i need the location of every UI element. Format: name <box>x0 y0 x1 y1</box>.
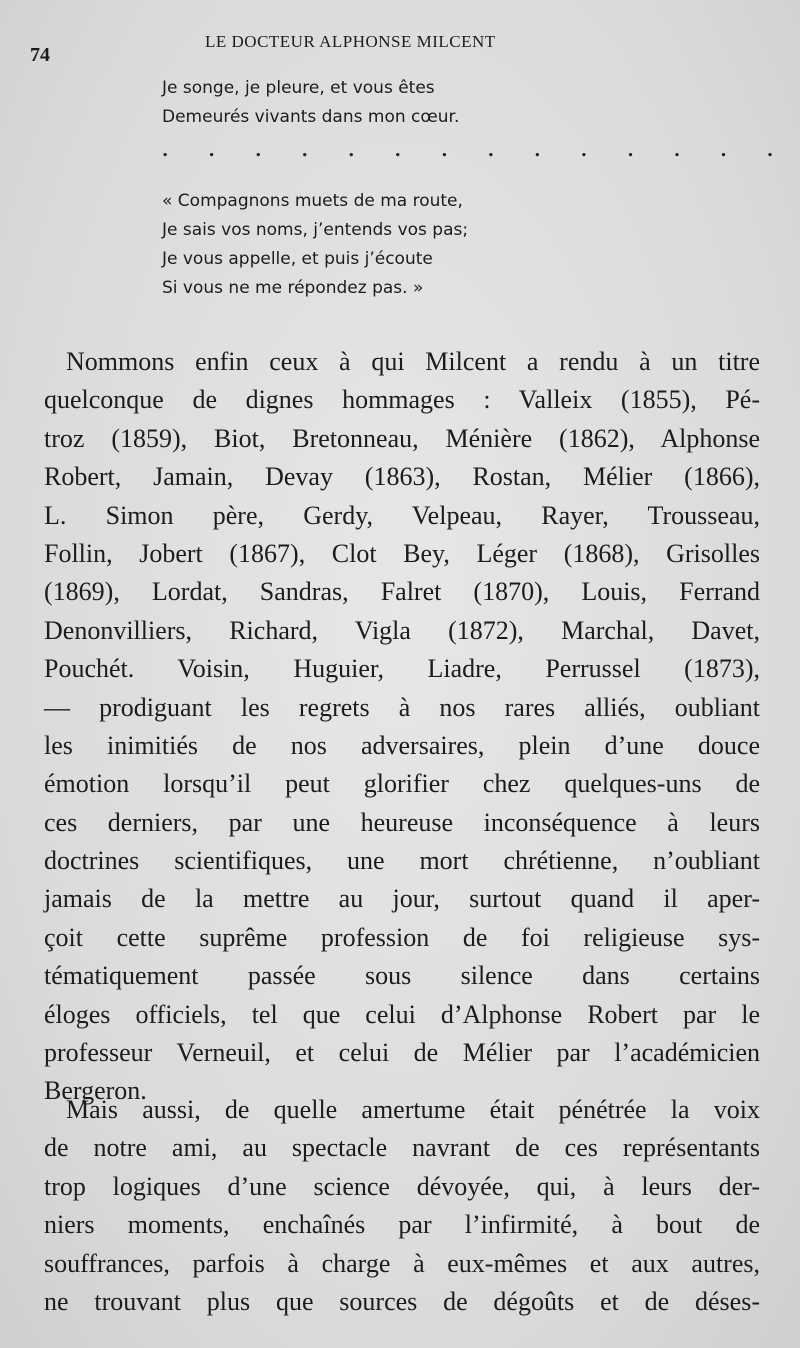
text-line: trop logiques d’une science dévoyée, qui, à leurs der- <box>44 1171 760 1201</box>
verse-line: Demeurés vivants dans mon cœur. <box>162 107 460 127</box>
text-line: — prodiguant les regrets à nos rares alliés, oubliant <box>44 692 760 722</box>
text-line: jamais de la mettre au jour, surtout quand il aper- <box>44 884 760 914</box>
text-line: souffrances, parfois à charge à eux-mêmes et aux autres, <box>44 1248 760 1278</box>
page-header <box>30 32 590 66</box>
text-line: (1869), Lordat, Sandras, Falret (1870), Louis, Ferrand <box>44 577 760 607</box>
text-line: les inimitiés de nos adversaires, plein d’une douce <box>44 730 760 760</box>
text-line: éloges officiels, tel que celui d’Alphonse Robert par le <box>44 999 760 1029</box>
text-line: ne trouvant plus que sources de dégoûts et de déses- <box>44 1286 760 1316</box>
text-line: de notre ami, au spectacle navrant de ces représentants <box>44 1133 760 1163</box>
verse-line: Je songe, je pleure, et vous êtes <box>162 78 435 98</box>
text-line: professeur Verneuil, et celui de Mélier par l’académicien <box>44 1038 760 1068</box>
text-line: Mais aussi, de quelle amertume était pénétrée la voix <box>66 1095 760 1124</box>
text-line: émotion lorsqu’il peut glorifier chez quelques-uns de <box>44 769 760 799</box>
paragraph-2 <box>44 1091 760 1321</box>
text-line: Nommons enfin ceux à qui Milcent a rendu à un titre <box>66 347 760 376</box>
verse-line: Si vous ne me répondez pas. » <box>162 278 424 298</box>
text-line: L. Simon père, Gerdy, Velpeau, Rayer, Trousseau, <box>44 500 760 530</box>
verse-line: Je sais vos noms, j’entends vos pas; <box>162 220 469 240</box>
verse-stanza-top <box>162 74 582 132</box>
text-line: Denonvilliers, Richard, Vigla (1872), Marchal, Davet, <box>44 615 760 645</box>
text-line: quelconque de dignes hommages : Valleix (1855), Pé- <box>44 385 760 415</box>
verse-line: « Compagnons muets de ma route, <box>162 191 463 211</box>
text-line: tématiquement passée sous silence dans certains <box>44 961 760 991</box>
verse-stanza-bottom <box>162 187 582 303</box>
text-line: çoit cette suprême profession de foi religieuse sys- <box>44 922 760 952</box>
verse-line: Je vous appelle, et puis j’écoute <box>162 249 433 269</box>
text-line: doctrines scientifiques, une mort chrétienne, n’oubliant <box>44 846 760 876</box>
text-line: Bergeron. <box>44 1076 147 1106</box>
text-line: niers moments, enchaînés par l’infirmité, à bout de <box>44 1210 760 1240</box>
verse-ellipsis: . . . . . . . . . . . . . . <box>162 140 791 161</box>
text-line: Robert, Jamain, Devay (1863), Rostan, Mélier (1866), <box>44 462 760 492</box>
text-line: Pouchét. Voisin, Huguier, Liadre, Perrussel (1873), <box>44 654 760 684</box>
page-number: 74 <box>30 44 50 66</box>
text-line: ces derniers, par une heureuse inconséquence à leurs <box>44 807 760 837</box>
text-line: troz (1859), Biot, Bretonneau, Ménière (1862), Alphonse <box>44 423 760 453</box>
running-title: LE DOCTEUR ALPHONSE MILCENT <box>205 32 496 51</box>
paragraph-1 <box>44 343 760 1111</box>
text-line: Follin, Jobert (1867), Clot Bey, Léger (1868), Grisolles <box>44 538 760 568</box>
